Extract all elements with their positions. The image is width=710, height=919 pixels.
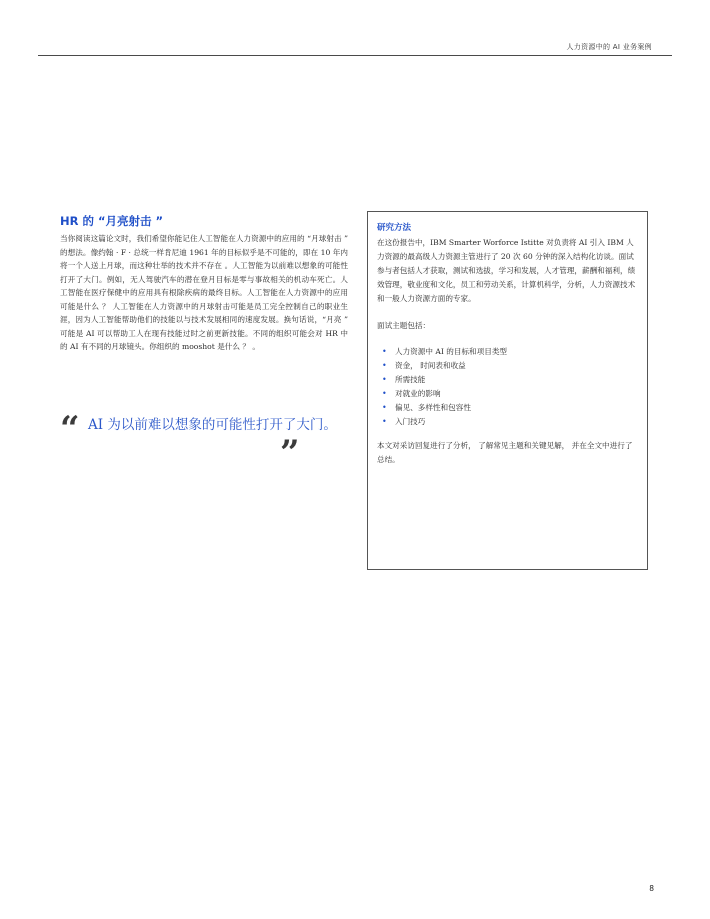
topics-label: 面试主题包括： bbox=[377, 321, 431, 330]
pull-quote-text: AI 为以前难以想象的可能性打开了大门。 bbox=[88, 417, 337, 433]
topic-list-item: • 入门技巧 bbox=[377, 415, 639, 429]
close-quote-mark: ” bbox=[280, 433, 300, 473]
bullet-icon: • bbox=[382, 347, 387, 356]
intro-section bbox=[60, 214, 348, 354]
topic-list-item: • 所需技能 bbox=[377, 373, 639, 387]
pull-quote bbox=[60, 409, 360, 473]
header-divider bbox=[38, 55, 672, 56]
topic-list-item: • 资金， 时间表和收益 bbox=[377, 359, 639, 373]
section-title: HR 的 “月亮射击 ” bbox=[60, 214, 164, 228]
bullet-icon: • bbox=[382, 417, 387, 426]
running-header: 人力资源中的 AI 业务案例 bbox=[566, 43, 652, 51]
bullet-icon: • bbox=[382, 389, 387, 398]
intro-paragraph: 当你阅读这篇论文时，我们希望你能记住人工智能在人力资源中的应用的 “月球射击 ” 的想法。像约翰 · F · 总统一样肯尼迪 1961 年的目标似乎是不可能的，即在 10 年内将一个人送上月球，而这种壮举的技术并不存在 。人工智能为以前难以想象的可能性打开了大门。例如，无人驾驶汽车的潜在登月目标是零与事故相关的机动车死亡。人工智能在医疗保健中的应用具有根除疾病的最终目标。人工智能在人力资源中的应用可能是什么 ？ 人工智能在人力资源中的月球射击可能是员工完全控制自己的职业生涯，因为人工智能帮助他们的技能以与技术发展相同的速度发展。换句话说，“月亮 ” 可能是 AI 可以帮助工人在现有技能过时之前更新技能。不同的组织可能会对 HR 中的 AI 有不同的月球镜头。你组织的 mooshot 是什么 ？ 。 bbox=[60, 234, 348, 351]
topic-list-item: • 偏见、多样性和包容性 bbox=[377, 401, 639, 415]
bullet-icon: • bbox=[382, 361, 387, 370]
topic-list-item: • 对就业的影响 bbox=[377, 387, 639, 401]
summary-paragraph: 本文对采访回复进行了分析， 了解常见主题和关键见解， 并在全文中进行了总结。 bbox=[377, 441, 633, 464]
methodology-sidebar bbox=[367, 211, 648, 570]
methodology-paragraph: 在这份报告中，IBM Smarter Worforce Istitte 对负责将 AI 引入 IBM 人力资源的最高级人力资源主管进行了 20 次 60 分钟的深入结构化访谈。面试参与者包括人才获取，测试和选拔，学习和发展，人才管理，薪酬和福利，绩效管理，敬业度和文化，员工和劳动关系，计算机科学，分析，人力资源技术和一般人力资源方面的专家。 bbox=[377, 238, 636, 303]
methodology-title: 研究方法 bbox=[377, 223, 412, 233]
topic-list bbox=[377, 345, 639, 429]
bullet-icon: • bbox=[382, 403, 387, 412]
bullet-icon: • bbox=[382, 375, 387, 384]
open-quote-mark: “ bbox=[60, 409, 80, 449]
topic-list-item: • 人力资源中 AI 的目标和项目类型 bbox=[377, 345, 639, 359]
page-number: 8 bbox=[649, 884, 654, 893]
